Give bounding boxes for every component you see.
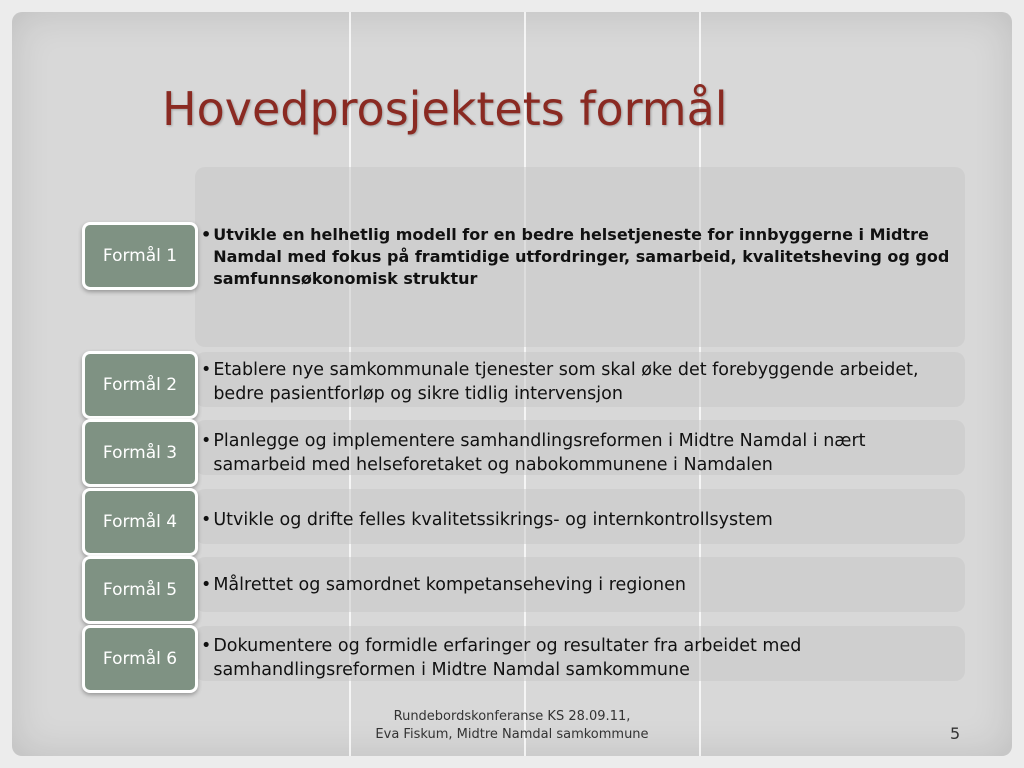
- item-text: Dokumentere og formidle erfaringer og resultater fra arbeidet med samhandlingsreformen i Midtre Namdal samkommune: [213, 636, 802, 680]
- item-text: Utvikle og drifte felles kvalitetssikrings- og internkontrollsystem: [213, 510, 773, 530]
- bullet: •: [201, 636, 212, 656]
- formal-2-tag: Formål 2: [82, 351, 198, 419]
- bullet: •: [201, 431, 212, 451]
- formal-1-text: [201, 224, 951, 290]
- formal-5-tag: Formål 5: [82, 556, 198, 624]
- formal-4-tag: Formål 4: [82, 488, 198, 556]
- bullet: •: [201, 225, 212, 244]
- item-text: Målrettet og samordnet kompetanseheving i regionen: [213, 575, 686, 595]
- formal-3-text: [201, 429, 951, 477]
- footer-line-1: Rundebordskonferanse KS 28.09.11,: [393, 709, 631, 724]
- formal-3-tag: Formål 3: [82, 419, 198, 487]
- formal-6-text: [201, 634, 951, 682]
- footer-line-2: Eva Fiskum, Midtre Namdal samkommune: [375, 727, 649, 742]
- item-text: Planlegge og implementere samhandlingsreformen i Midtre Namdal i nært samarbeid med helseforetaket og nabokommunene i Namdalen: [213, 431, 866, 475]
- bullet: •: [201, 360, 212, 380]
- formal-4-text: [201, 508, 951, 532]
- page-number: 5: [950, 724, 961, 743]
- formal-6-tag: Formål 6: [82, 625, 198, 693]
- slide: [12, 12, 1012, 756]
- slide-title: Hovedprosjektets formål: [162, 82, 728, 136]
- item-text: Utvikle en helhetlig modell for en bedre helsetjeneste for innbyggerne i Midtre Namdal med fokus på framtidige utfordringer, samarbeid, kvalitetsheving og god samfunnsøkonomisk struktur: [213, 225, 950, 288]
- formal-5-text: [201, 573, 951, 597]
- formal-2-text: [201, 358, 951, 406]
- bullet: •: [201, 510, 212, 530]
- item-text: Etablere nye samkommunale tjenester som skal øke det forebyggende arbeidet, bedre pasientforløp og sikre tidlig intervensjon: [213, 360, 919, 404]
- slide-footer: [352, 708, 672, 744]
- formal-1-tag: Formål 1: [82, 222, 198, 290]
- bullet: •: [201, 575, 212, 595]
